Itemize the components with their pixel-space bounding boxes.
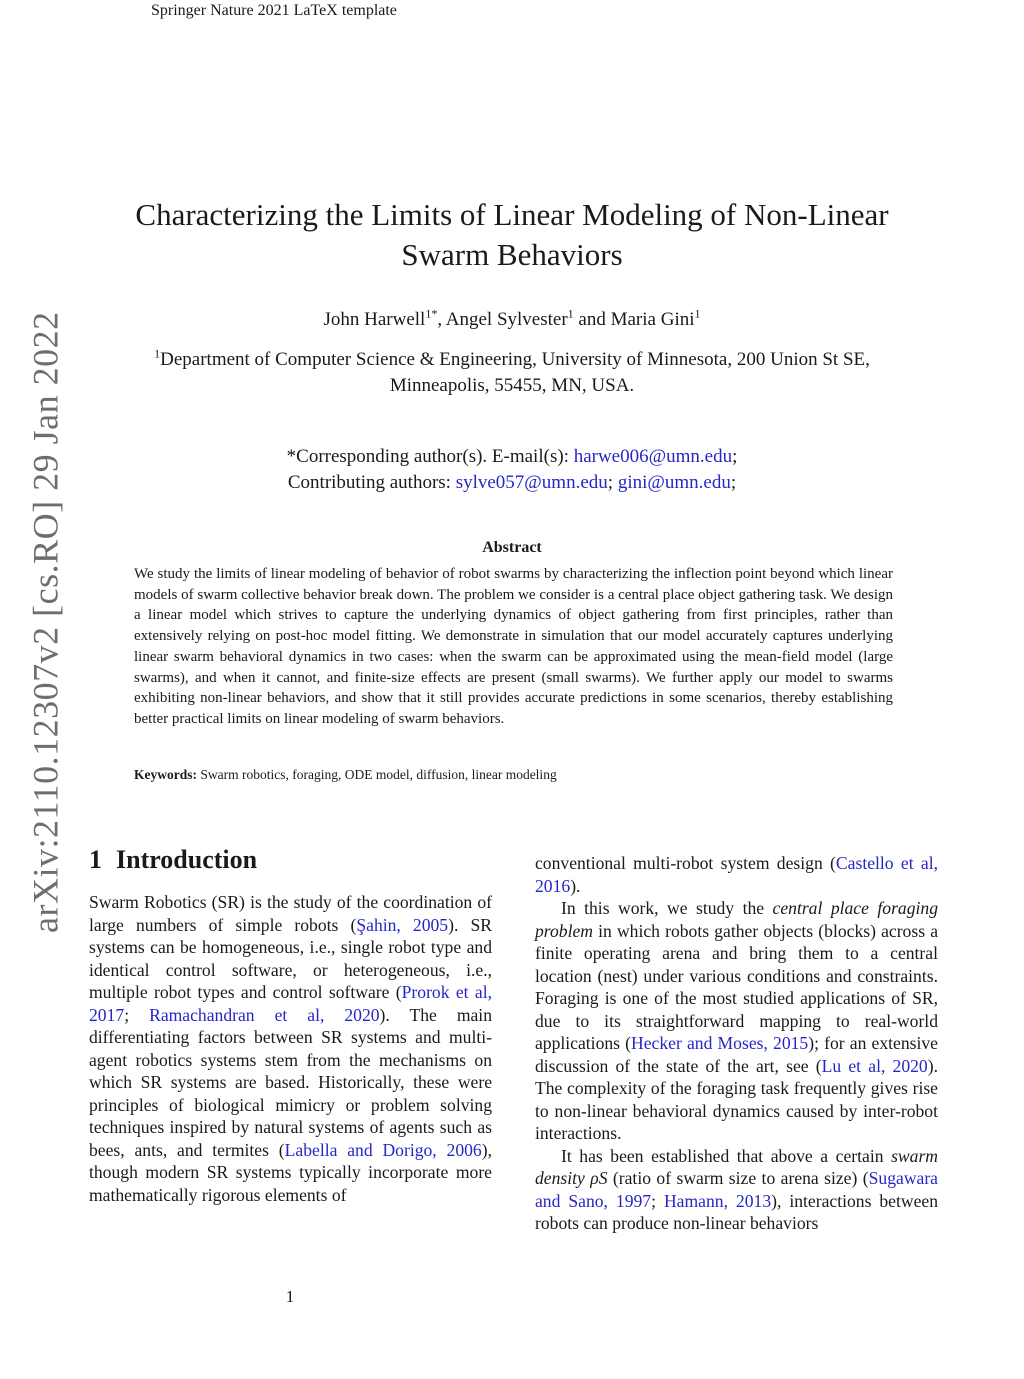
- author-list: John Harwell$^{1*}$, Angel Sylvester$^1$ and Maria Gini$^1$: [323, 306, 701, 330]
- affiliation: [110, 347, 914, 399]
- corresponding-label: *Corresponding author(s). E-mail(s):: [286, 446, 569, 467]
- correspondence: *Corresponding author(s). E-mail(s): harwe006@umn.edu; Contributing authors: sylve057@umn.edu; gini@umn.edu;: [286, 446, 738, 493]
- section-heading: [89, 845, 257, 875]
- author-conjunction: and: [578, 309, 606, 330]
- page-number: 1: [285, 1287, 295, 1306]
- title-line-1: Characterizing the Limits of Linear Modeling of Non-Linear: [135, 197, 889, 232]
- author-name: Angel Sylvester: [445, 309, 568, 330]
- paragraph: conventional multi-robot system design (Castello et al, 2016).: [535, 853, 938, 896]
- arxiv-identifier: arXiv:2110.12307v2 [cs.RO] 29 Jan 2022: [25, 311, 66, 933]
- citation-link[interactable]: Castello et al, 2016: [535, 853, 938, 896]
- author-name: Maria Gini: [610, 309, 695, 330]
- right-column: [535, 852, 938, 1235]
- paragraph: It has been established that above a certain swarm density ρS (ratio of swarm size to arena size) (Sugawara and Sano, 1997; Hamann, 2013), interactions between robots can produce non-linear behaviors: [535, 1145, 938, 1233]
- citation-link[interactable]: Sugawara and Sano, 1997: [535, 1168, 938, 1211]
- running-header: Springer Nature 2021 LaTeX template: [151, 2, 397, 19]
- paragraph: Swarm Robotics (SR) is the study of the coordination of large numbers of simple robots (Şahin, 2005). SR systems can be homogeneous, i.e., single robot type and identical control software, or heterogeneous, i.e., multiple robot types and control software (Prorok et al, 2017; Ramachandran et al, 2020). The main differentiating factors between SR systems and multi-agent robotics systems stem from the mechanisms on which SR systems are based. Historically, these were principles of biological mimicry or problem solving techniques inspired by natural systems of agents such as bees, ants, and termites (Labella and Dorigo, 2006), though modern SR systems typically incorporate more mathematically rigorous elements of: [89, 892, 492, 1205]
- affiliation-line-1: Department of Computer Science & Engineering, University of Minnesota, 200 Union St SE,: [160, 349, 870, 370]
- citation-link[interactable]: Hecker and Moses, 2015: [631, 1033, 809, 1053]
- abstract-text: We study the limits of linear modeling of behavior of robot swarms by characterizing the inflection point beyond which linear models of swarm collective behavior break down. The problem we consider is a central place object gathering task. We design a linear model which strives to capture the underlying dynamics of object gathering from first principles, rather than extensively relying on post-hoc model fitting. We demonstrate in simulation that our model accurately captures underlying linear swarm behavioral dynamics in two cases: when the swarm can be approximated using the mean-field model (large swarms), and when it cannot, and finite-size effects are present (small swarms). We further apply our model to swarms exhibiting non-linear behaviors, and show that it still provides accurate predictions in some scenarios, thereby establishing better practical limits on linear modeling of swarm behaviors.: [134, 566, 893, 727]
- paper-title: [110, 195, 914, 275]
- author-mark: 1*: [425, 306, 438, 321]
- citation-link[interactable]: Şahin, 2005: [356, 914, 449, 935]
- paragraph: In this work, we study the central place foraging problem in which robots gather objects (blocks) across a finite operating arena and bring them to a central location (nest) under various conditions and constraints. Foraging is one of the most studied applications of SR, due to its straightforward mapping to real-world applications (Hecker and Moses, 2015); for an extensive discussion of the state of the art, see (Lu et al, 2020). The complexity of the foraging task frequently gives rise to non-linear behavioral dynamics caused by inter-robot interactions.: [535, 898, 938, 1143]
- author-name: John Harwell: [323, 309, 426, 330]
- contributing-email-link[interactable]: sylve057@umn.edu: [455, 472, 608, 493]
- citation-link[interactable]: Labella and Dorigo, 2006: [284, 1139, 482, 1160]
- author-mark: 1: [567, 306, 574, 321]
- keywords-text: Swarm robotics, foraging, ODE model, diffusion, linear modeling: [200, 767, 557, 782]
- corresponding-email-link[interactable]: harwe006@umn.edu: [573, 446, 733, 467]
- keywords: [134, 767, 893, 783]
- author-mark: 1: [694, 306, 701, 321]
- title-line-2: Swarm Behaviors: [401, 237, 623, 272]
- citation-link[interactable]: Hamann, 2013: [663, 1190, 772, 1211]
- section-number: 1: [89, 845, 102, 874]
- abstract-heading: Abstract: [482, 539, 542, 556]
- affiliation-mark: 1: [154, 346, 161, 361]
- keywords-label: Keywords:: [134, 767, 197, 782]
- section-title: Introduction: [116, 845, 258, 874]
- left-column: [89, 891, 492, 1206]
- contributing-email-link[interactable]: gini@umn.edu: [617, 472, 731, 493]
- citation-link[interactable]: Prorok et al, 2017: [89, 982, 492, 1025]
- affiliation-line-2: Minneapolis, 55455, MN, USA.: [389, 375, 635, 396]
- contributing-label: Contributing authors:: [287, 472, 451, 493]
- citation-link[interactable]: Ramachandran et al, 2020: [149, 1004, 380, 1025]
- citation-link[interactable]: Lu et al, 2020: [821, 1055, 928, 1076]
